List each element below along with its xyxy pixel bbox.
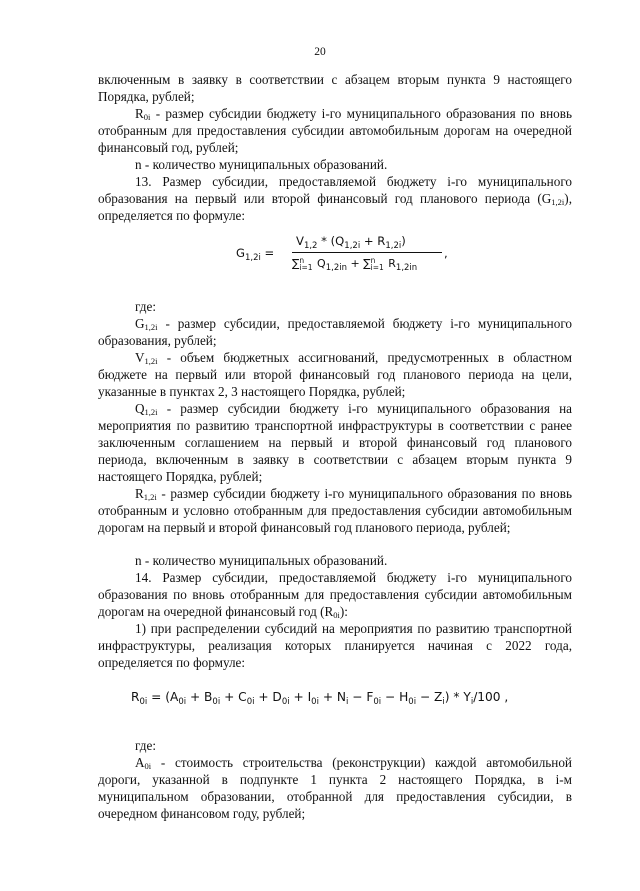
paragraph-text: ): <box>339 603 348 619</box>
definition-text: - объем бюджетных ассигнований, предусмотренных в областном бюджете на первый или второй финансовый год планового периода на цели, указанные в пунктах 2, 3 настоящего Порядка, рублей; <box>98 350 572 399</box>
symbol-subscript: 0i <box>143 112 151 122</box>
formula-denominator <box>292 257 417 271</box>
formula-symbol: + R <box>360 234 386 248</box>
formula-subscript: 1,2 <box>303 241 318 251</box>
sum-lower-limit: i=1 <box>299 263 313 272</box>
symbol-subscript: 0i <box>333 609 340 620</box>
definition-g12i <box>98 316 572 350</box>
formula-subscript: 0i <box>311 697 319 707</box>
sum-upper-limit: n <box>370 256 376 265</box>
formula-subscript: 0i <box>281 697 290 707</box>
formula-subscript: 0i <box>178 697 187 707</box>
definition-text: - размер субсидии, предоставляемой бюджету i-го муниципального образования, рублей; <box>98 316 572 348</box>
symbol: Q <box>135 401 145 416</box>
definition-n <box>98 157 572 174</box>
formula-symbol: Q <box>313 257 326 270</box>
paragraph-text: n - количество муниципальных образований. <box>135 157 388 172</box>
sum-upper-limit: n <box>299 256 305 265</box>
formula-subscript: 1,2in <box>395 263 418 273</box>
paragraph-13 <box>98 174 572 225</box>
formula-equals: = <box>260 246 275 260</box>
formula-symbol: /100 , <box>473 690 509 704</box>
formula-symbol: ) <box>401 234 406 248</box>
paragraph-text: ), определяется по формуле: <box>98 190 572 223</box>
formula-g12i <box>236 232 456 278</box>
formula-subscript: i <box>470 697 474 707</box>
symbol-subscript: 1,2i <box>144 322 158 332</box>
formula-subscript: 0i <box>373 697 382 707</box>
formula-subscript: 1,2i <box>244 253 261 263</box>
symbol: R <box>135 486 144 501</box>
paragraph-14 <box>98 570 572 621</box>
definition-text: - стоимость строительства (реконструкции) каждой автомобильной дороги, указанной в подпункте 1 пункта 2 настоящего Порядка, в i-м муниципальном образовании, отобранной для предоставления субсидии, в очередном финансовом году, рублей; <box>98 755 572 821</box>
symbol-subscript: 1,2i <box>144 356 158 366</box>
formula-symbol: − F <box>348 690 374 704</box>
sum-symbol: + ∑ <box>347 257 371 270</box>
symbol-subscript: 1,2i <box>144 407 158 417</box>
where-label-1 <box>98 299 572 316</box>
definition-n-2 <box>98 553 572 570</box>
symbol: V <box>135 350 145 365</box>
paragraph-text: 1) при распределении субсидий на мероприятия по развитию транспортной инфраструктуры, реализация которых планируется начиная с 2022 года, определяется по формуле: <box>98 621 572 670</box>
page-number: 20 <box>314 46 326 58</box>
formula-subscript: 0i <box>212 697 221 707</box>
definition-a0i <box>98 755 572 823</box>
formula-symbol: R <box>131 690 140 704</box>
definition-v12i <box>98 350 572 401</box>
fraction-bar <box>292 252 442 253</box>
paragraph-text: n - количество муниципальных образований. <box>135 553 388 568</box>
formula-subscript: 1,2i <box>344 241 361 251</box>
formula-symbol: G <box>236 246 245 260</box>
formula-symbol: − Z <box>416 690 443 704</box>
paragraph-text: где: <box>135 299 156 314</box>
formula-numerator <box>296 234 406 251</box>
formula-symbol: + C <box>220 690 247 704</box>
sum-symbol: ∑ <box>292 257 300 270</box>
formula-symbol: V <box>296 234 304 248</box>
formula-symbol: R <box>384 257 396 270</box>
definition-r12i <box>98 486 572 537</box>
formula-subscript: 0i <box>246 697 255 707</box>
formula-symbol: * (Q <box>317 234 345 248</box>
definition-text: - размер субсидии бюджету i-го муниципального образования на мероприятия по развитию транспортной инфраструктуры в соответствии с ранее заключенным соглашением на первый и второй финансовый год планового периода, включенным в заявку в соответствии с абзацем вторым пункта 9 настоящего Порядка, рублей; <box>98 401 572 484</box>
definition-r0i <box>98 106 572 157</box>
formula-subscript: i <box>442 697 445 707</box>
formula-subscript: 0i <box>139 697 148 707</box>
formula-subscript: i <box>346 697 349 707</box>
formula-comma: , <box>444 246 448 260</box>
formula-lhs <box>236 246 275 263</box>
paragraph-text: включенным в заявку в соответствии с абзацем вторым пункта 9 настоящего Порядка, рублей; <box>98 72 572 104</box>
sum-lower-limit: i=1 <box>370 263 384 272</box>
formula-subscript: 1,2in <box>325 263 347 273</box>
formula-r0i <box>131 690 509 707</box>
symbol-subscript: 0i <box>144 761 152 771</box>
formula-symbol: − H <box>381 690 409 704</box>
formula-symbol: = (A <box>147 690 179 704</box>
symbol: R <box>135 106 144 121</box>
symbol-subscript: 1,2i <box>551 196 565 207</box>
symbol: G <box>135 316 145 331</box>
formula-symbol: + B <box>186 690 213 704</box>
paragraph-14-1 <box>98 621 572 672</box>
symbol: A <box>135 755 145 770</box>
formula-symbol: + I <box>289 690 312 704</box>
formula-symbol: + N <box>318 690 347 704</box>
definition-text: - размер субсидии бюджету i-го муниципального образования по вновь отобранным и условно отобранным для предоставления субсидии автомобильным дорогам на первый и второй финансовый год планового периода, рублей; <box>98 486 572 535</box>
formula-symbol: ) * Y <box>444 690 471 704</box>
formula-subscript: 0i <box>408 697 417 707</box>
where-label-2 <box>98 738 572 755</box>
sum-limits <box>371 257 384 271</box>
paragraph-text: 14. Размер субсидии, предоставляемой бюджету i-го муниципального образования по вновь отобранным для предоставления субсидии автомобильным дорогам на очередной финансовый год (R <box>98 570 572 619</box>
sum-limits <box>299 257 312 271</box>
paragraph-text: 13. Размер субсидии, предоставляемой бюджету i-го муниципального образования на первый или второй финансовый год планового периода (G <box>98 174 572 206</box>
definition-q12i <box>98 401 572 486</box>
symbol-subscript: 1,2i <box>143 492 157 502</box>
paragraph-continuation <box>98 72 572 106</box>
formula-symbol: + D <box>254 690 282 704</box>
paragraph-text: где: <box>135 738 156 753</box>
formula-subscript: 1,2i <box>385 241 402 251</box>
definition-text: - размер субсидии бюджету i-го муниципального образования по вновь отобранным для предоставления субсидии автомобильным дорогам на очередной финансовый год, рублей; <box>98 106 572 155</box>
